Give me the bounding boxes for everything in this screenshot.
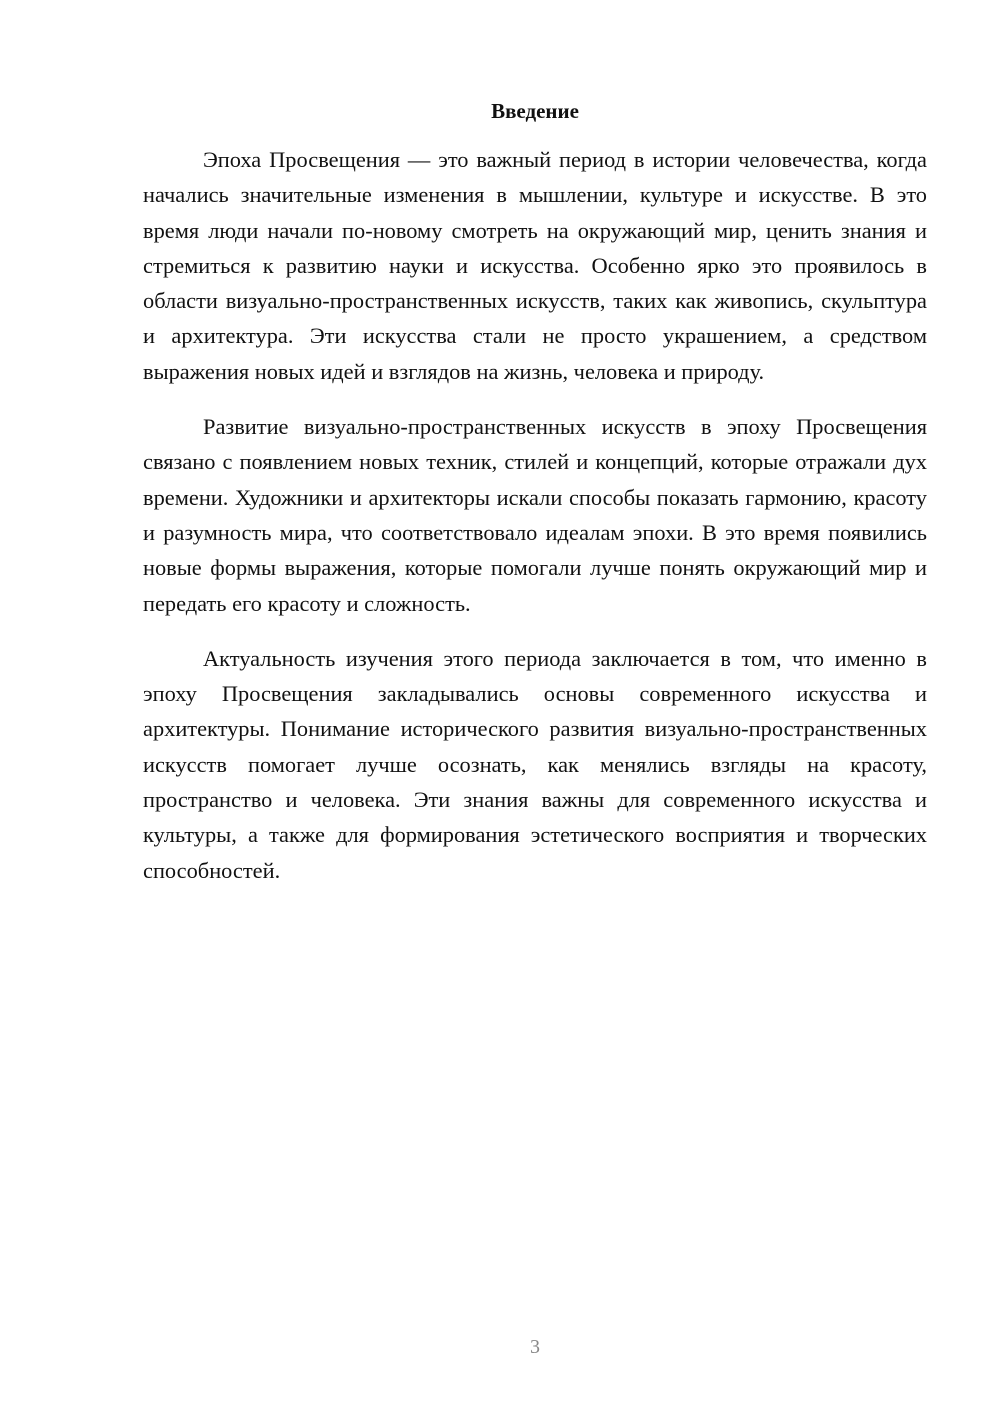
paragraph-3: Актуальность изучения этого периода заключается в том, что именно в эпоху Просвещения закладывались основы современного искусства и архитектуры. Понимание исторического развития визуально-пространственных искусств помогает лучше осознать, как менялись взгляды на красоту, пространство и человека. Эти знания важны для современного искусства и культуры, а также для формирования эстетического восприятия и творческих способностей. [143,645,927,883]
section-title: Введение [491,99,579,123]
body-text [143,142,927,908]
paragraph-2: Развитие визуально-пространственных искусств в эпоху Просвещения связано с появлением новых техник, стилей и концепций, которые отражали дух времени. Художники и архитекторы искали способы показать гармонию, красоту и разумность мира, что соответствовало идеалам эпохи. В это время появились новые формы выражения, которые помогали лучше понять окружающий мир и передать его красоту и сложность. [143,414,927,616]
page-number: 3 [530,1336,540,1358]
paragraph-1: Эпоха Просвещения — это важный период в истории человечества, когда начались значительные изменения в мышлении, культуре и искусстве. В это время люди начали по-новому смотреть на окружающий мир, ценить знания и стремиться к развитию науки и искусства. Особенно ярко это проявилось в области визуально-пространственных искусств, таких как живопись, скульптура и архитектура. Эти искусства стали не просто украшением, а средством выражения новых идей и взглядов на жизнь, человека и природу. [143,147,927,384]
